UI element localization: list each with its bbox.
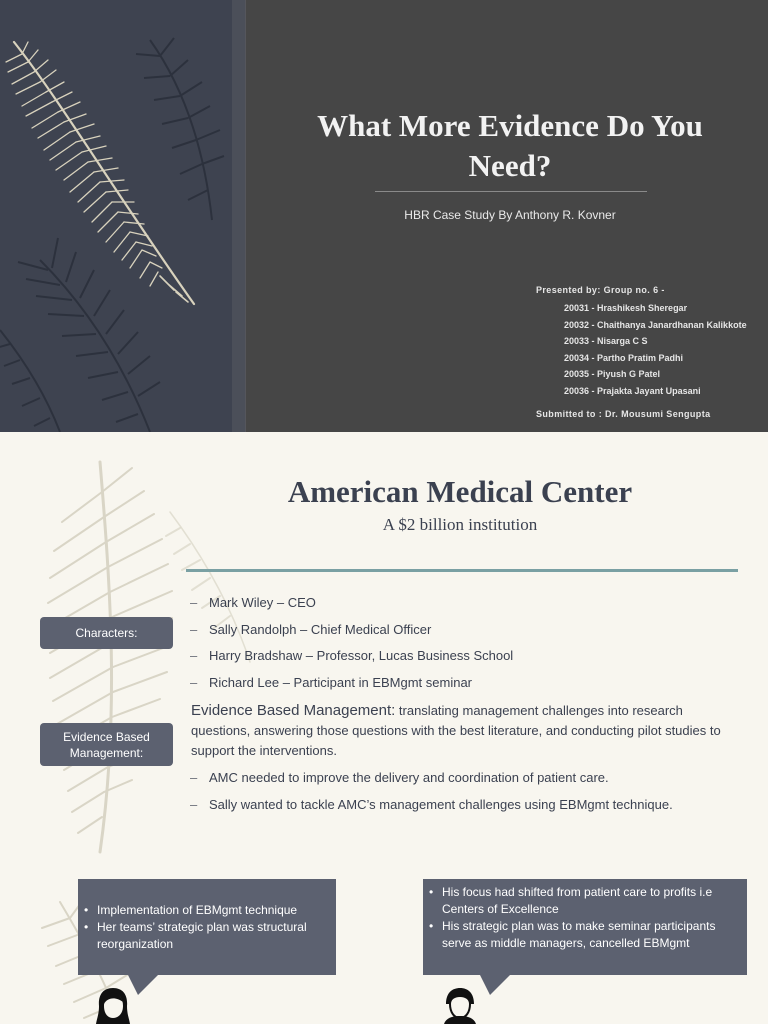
group-members-list [564, 301, 747, 401]
member-item: 20031 - Hrashikesh Sheregar [564, 303, 688, 313]
submitted-to-label: Submitted to : Dr. Mousumi Sengupta [536, 409, 711, 419]
characters-list [190, 594, 513, 700]
list-item: – Sally wanted to tackle AMC’s management challenges using EBMgmt technique. [190, 796, 673, 823]
presented-by-label: Presented by: Group no. 6 - [536, 285, 665, 295]
characters-label-box: Characters: [40, 617, 173, 649]
ebm-label-box [40, 723, 173, 766]
slide-title: What More Evidence Do You Need? [317, 108, 703, 183]
female-person-icon [93, 984, 133, 1024]
list-item: – Sally Randolph – Chief Medical Officer [190, 621, 513, 648]
list-item: – Harry Bradshaw – Professor, Lucas Business School [190, 647, 513, 674]
callout-item: • Her teams’ strategic plan was structural reorganization [78, 919, 328, 953]
ebm-text: translating management challenges into research questions, answering those questions with the best literature, and conducting pilot studies to support the interventions. [191, 703, 721, 758]
callout-item: • His focus had shifted from patient care to profits i.e Centers of Excellence [423, 884, 739, 918]
slide-subtitle: A $2 billion institution [382, 515, 538, 534]
feather-decoration-panel [0, 0, 240, 432]
callout-tail [480, 975, 510, 995]
mark-callout [423, 879, 747, 975]
feather-icon [0, 0, 240, 432]
callout-item: • His strategic plan was to make seminar participants serve as middle managers, cancelled EBMgmt [423, 918, 739, 952]
member-item: 20036 - Prajakta Jayant Upasani [564, 385, 701, 396]
ebm-points-list [190, 769, 673, 823]
ebm-heading: Evidence Based Management: [191, 702, 396, 719]
section-divider [186, 569, 738, 572]
callout-item: • Implementation of EBMgmt technique [78, 902, 328, 919]
sally-callout [78, 879, 336, 975]
ebm-label-text: Evidence Based Management: [63, 729, 150, 760]
ebm-definition [191, 701, 721, 761]
title-divider [375, 191, 647, 192]
list-item: – AMC needed to improve the delivery and coordination of patient care. [190, 769, 673, 796]
member-item: 20033 - Nisarga C S [564, 336, 648, 347]
list-item: – Richard Lee – Participant in EBMgmt seminar [190, 674, 513, 701]
male-person-icon [440, 984, 480, 1024]
panel-divider [232, 0, 246, 432]
content-slide [0, 432, 768, 1024]
list-item: – Mark Wiley – CEO [190, 594, 513, 621]
member-item: 20035 - Piyush G Patel [564, 369, 661, 380]
slide-title: American Medical Center [287, 474, 633, 509]
title-slide [0, 0, 768, 432]
slide-subtitle: HBR Case Study By Anthony R. Kovner [404, 208, 616, 222]
member-item: 20032 - Chaithanya Janardhanan Kalikkote [564, 319, 747, 330]
member-item: 20034 - Partho Pratim Padhi [564, 352, 684, 363]
